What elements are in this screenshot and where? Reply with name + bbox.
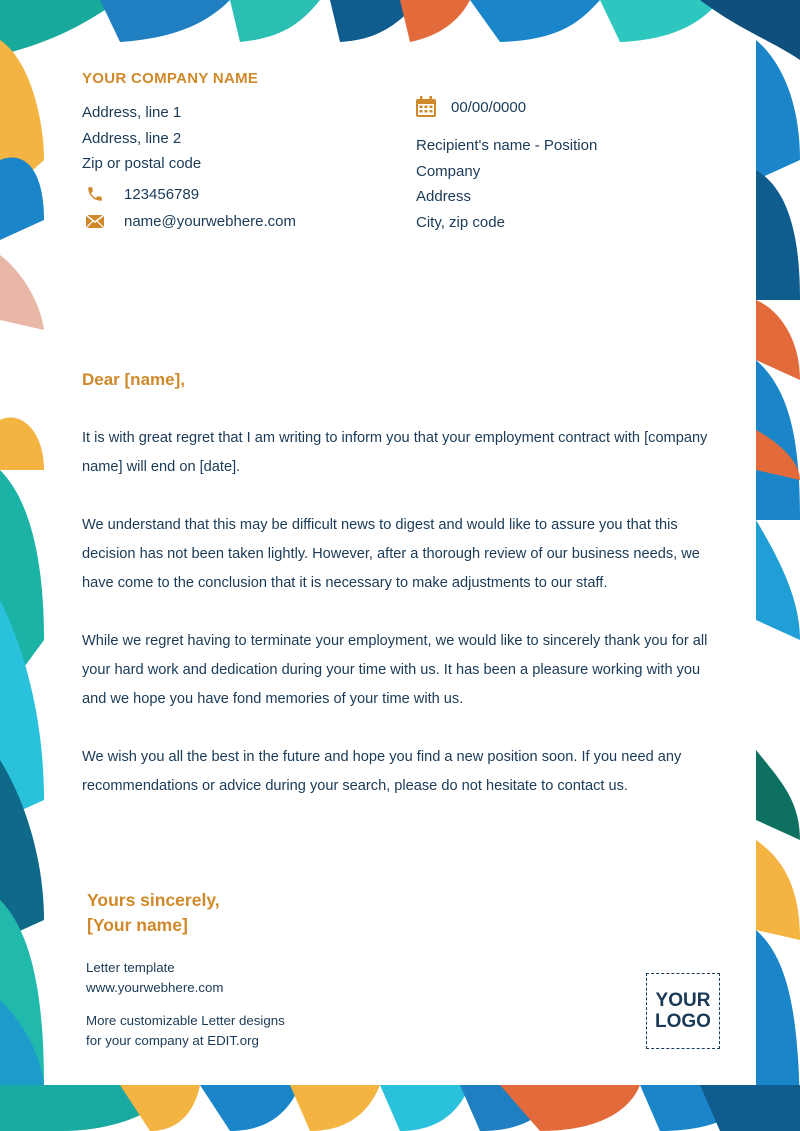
- logo-placeholder: [646, 973, 720, 1049]
- greeting: Dear [name],: [82, 370, 185, 389]
- address-line-2: Address, line 2: [82, 129, 182, 147]
- closing-salutation: Yours sincerely,: [87, 890, 220, 910]
- address-line-1: Address, line 1: [82, 104, 182, 121]
- template-label: Letter template: [86, 960, 175, 975]
- logo-line-1: YOUR: [655, 990, 711, 1011]
- signer-name: [Your name]: [87, 915, 188, 935]
- recipient-city-zip: City, zip code: [416, 213, 505, 231]
- envelope-icon: [84, 212, 106, 230]
- phone-icon: [84, 185, 106, 203]
- closing: [87, 888, 220, 938]
- body-paragraph: We understand that this may be difficult news to digest and would like to assure you that this decision has not been taken lightly. However, after a thorough review of our business needs, we have come to the conclusion that it is necessary to make adjustments to our staff.: [82, 517, 700, 591]
- promo-line-1: More customizable Letter designs: [86, 1013, 285, 1028]
- promo-line-2: for your company at EDIT.org: [86, 1032, 259, 1048]
- phone-row: [84, 185, 199, 203]
- email-row: [84, 212, 296, 230]
- phone-number: 123456789: [124, 185, 200, 203]
- logo-line-2: LOGO: [655, 1011, 711, 1032]
- company-name: YOUR COMPANY NAME: [82, 70, 259, 87]
- footer-promo: [86, 1011, 285, 1050]
- footer-template-info: [86, 958, 223, 997]
- zip-code: Zip or postal code: [82, 155, 202, 172]
- recipient-address: Address: [416, 188, 472, 205]
- recipient-name-position: Recipient's name - Position: [416, 137, 598, 154]
- body-paragraph: While we regret having to terminate your employment, we would like to sincerely thank you for all your hard work and dedication during your time with us. It has been a pleasure working with you and we hope you have fond memories of your time with us.: [82, 633, 708, 707]
- body-paragraph: We wish you all the best in the future and hope you find a new position soon. If you need any recommendations or advice during your search, please do not hesitate to contact us.: [82, 749, 682, 794]
- body-paragraph: It is with great regret that I am writing to inform you that your employment contract with [company name] will end on [date].: [82, 430, 708, 475]
- footer-website: www.yourwebhere.com: [86, 979, 224, 995]
- recipient-block: [416, 133, 597, 235]
- recipient-company: Company: [416, 162, 481, 180]
- letter-sheet: [44, 42, 756, 1085]
- sender-address: [82, 100, 201, 177]
- letter-date: 00/00/0000: [451, 98, 527, 116]
- letter-body: [82, 424, 722, 830]
- date-row: [415, 96, 526, 118]
- calendar-icon: [415, 96, 437, 118]
- email-address: name@yourwebhere.com: [124, 212, 296, 230]
